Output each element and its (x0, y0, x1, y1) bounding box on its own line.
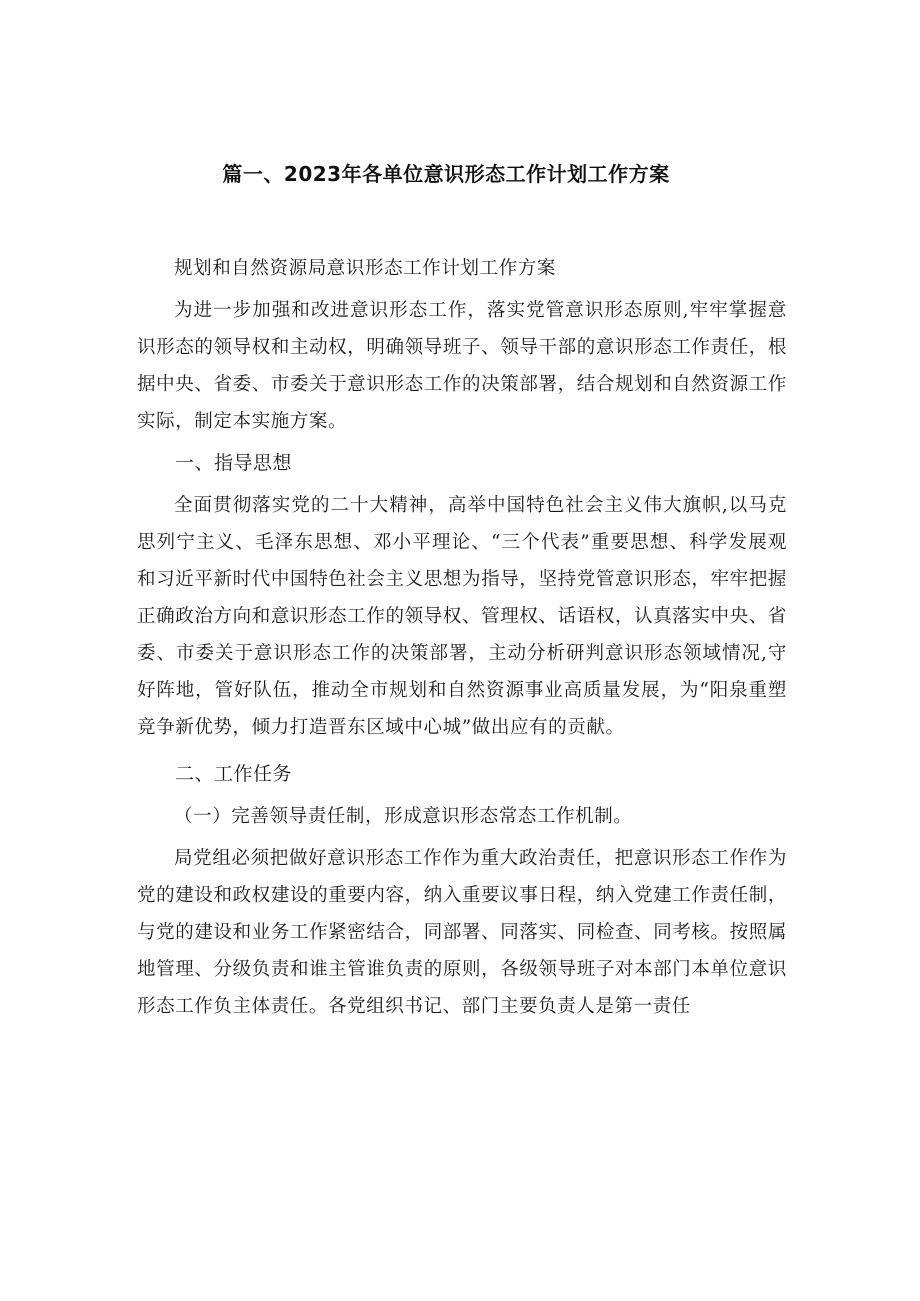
document-subtitle: 规划和自然资源局意识形态工作计划工作方案 (174, 258, 557, 279)
work-tasks-paragraph: 局党组必须把做好意识形态工作作为重大政治责任，把意识形态工作作为党的建设和政权建设的重要内容，纳入重要议事日程，纳入党建工作责任制，与党的建设和业务工作紧密结合，同部署、同落实、同检查、同考核。按照属地管理、分级负责和谁主管谁负责的原则，各级领导班子对本部门本单位意识形态工作负主体责任。各党组织书记、部门主要负责人是第一责任 (137, 848, 787, 1017)
intro-paragraph: 为进一步加强和改进意识形态工作，落实党管意识形态原则,牢牢掌握意识形态的领导权和主动权，明确领导班子、领导干部的意识形态工作责任，根据中央、省委、市委关于意识形态工作的决策部署，结合规划和自然资源工作实际，制定本实施方案。 (137, 300, 787, 432)
document-title: 篇一、2023年各单位意识形态工作计划工作方案 (222, 162, 670, 186)
section-heading-guiding-ideology: 一、指导思想 (175, 452, 293, 474)
guiding-ideology-paragraph: 全面贯彻落实党的二十大精神，高举中国特色社会主义伟大旗帜,以马克思列宁主义、毛泽东思想、邓小平理论、“三个代表”重要思想、科学发展观和习近平新时代中国特色社会主义思想为指导，坚持党管意识形态，牢牢把握正确政治方向和意识形态工作的领导权、管理权、话语权，认真落实中央、省委、市委关于意识形态工作的决策部署，主动分析研判意识形态领域情况,守好阵地，管好队伍，推动全市规划和自然资源事业高质量发展，为“阳泉重塑竞争新优势，倾力打造晋东区域中心城”做出应有的贡献。 (137, 495, 787, 738)
subsection-heading-leadership-responsibility: （一）完善领导责任制，形成意识形态常态工作机制。 (174, 806, 633, 827)
document-body (137, 250, 787, 1030)
section-heading-work-tasks: 二、工作任务 (175, 763, 293, 785)
